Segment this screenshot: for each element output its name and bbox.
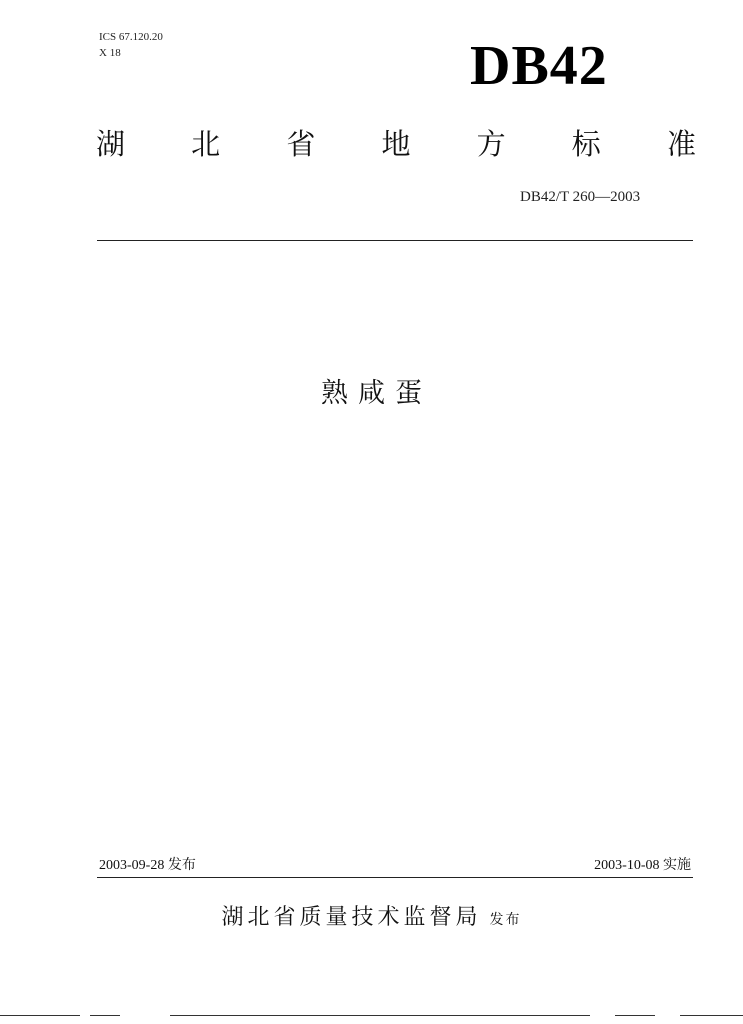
header-divider — [97, 240, 693, 241]
scan-artifact-line — [170, 1015, 590, 1016]
issue-date: 2003-09-28 发布 — [99, 858, 196, 873]
ics-number: ICS 67.120.20 — [99, 31, 163, 43]
publisher-line — [0, 898, 743, 940]
standard-type-char: 省 — [286, 127, 316, 161]
ics-classification — [99, 29, 163, 61]
standard-code: DB42/T 260—2003 — [520, 189, 641, 205]
implementation-date: 2003-10-08 实施 — [594, 858, 691, 873]
standard-type-char: 湖 — [96, 127, 126, 161]
standard-type-char: 准 — [666, 127, 696, 161]
scan-artifact-line — [615, 1015, 655, 1016]
standard-type-char: 标 — [571, 127, 601, 161]
publisher-org: 湖北省质量技术监督局 — [221, 905, 482, 930]
footer-divider — [97, 877, 693, 878]
classification-code: X 18 — [99, 47, 121, 59]
standard-type-char: 地 — [381, 127, 411, 161]
standard-type-char: 北 — [191, 127, 221, 161]
db42-logo: DB42 — [470, 35, 608, 97]
scan-artifact-line — [680, 1015, 743, 1016]
publisher-suffix: 发布 — [489, 912, 522, 928]
document-title: 熟咸蛋 — [321, 378, 432, 409]
scan-artifact-line — [0, 1015, 80, 1016]
standard-type-heading — [96, 122, 696, 166]
standard-type-char: 方 — [476, 127, 506, 161]
scan-artifact-line — [90, 1015, 120, 1016]
